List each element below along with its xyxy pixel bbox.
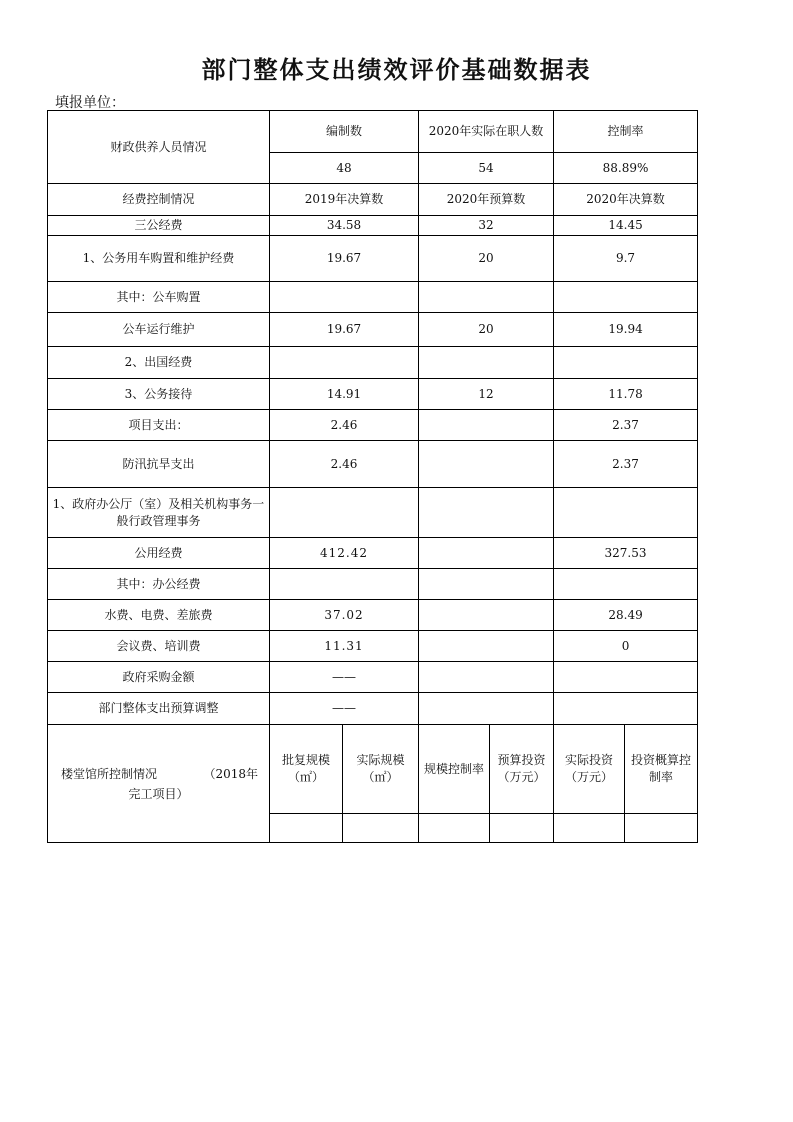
row-value-2020-final: 14.45 (554, 216, 698, 236)
row-value-2019 (270, 282, 419, 313)
row-value-2020-final: 19.94 (554, 313, 698, 347)
building-value-cell (490, 814, 554, 843)
row-value-2020-budget (419, 282, 554, 313)
table-row (48, 693, 698, 725)
row-value-2020-final: 11.78 (554, 379, 698, 410)
staff-value-actual: 54 (419, 153, 554, 184)
building-header-row (48, 725, 698, 814)
table-row (48, 282, 698, 313)
row-value-2019: 11.31 (270, 631, 419, 662)
expense-header-2019: 2019年决算数 (270, 184, 419, 216)
unit-label: 填报单位： (55, 95, 125, 111)
row-label: 3、公务接待 (48, 379, 270, 410)
row-value-2019: 14.91 (270, 379, 419, 410)
row-label: 三公经费 (48, 216, 270, 236)
table-row (48, 569, 698, 600)
row-value-2020-budget (419, 631, 554, 662)
building-label-main: 楼堂馆所控制情况 (61, 766, 158, 781)
page-title: 部门整体支出绩效评价基础数据表 (201, 56, 592, 84)
row-value-2019: 19.67 (270, 236, 419, 282)
row-value-2020-budget: 20 (419, 236, 554, 282)
building-header-scale-rate: 规模控制率 (419, 725, 490, 814)
row-label: 1、政府办公厅（室）及相关机构事务一般行政管理事务 (48, 488, 270, 538)
row-label: 1、公务用车购置和维护经费 (48, 236, 270, 282)
row-value-2020-budget: 32 (419, 216, 554, 236)
table-row (48, 236, 698, 282)
building-label-year: （2018年 (203, 766, 258, 781)
row-value-2020-final (554, 488, 698, 538)
row-value-2020-final: 28.49 (554, 600, 698, 631)
row-value-2019: 2.46 (270, 441, 419, 488)
row-value-2020-final: 2.37 (554, 441, 698, 488)
row-label: 2、出国经费 (48, 347, 270, 379)
row-label: 会议费、培训费 (48, 631, 270, 662)
row-label: 政府采购金额 (48, 662, 270, 693)
staff-header-rate: 控制率 (554, 111, 698, 153)
row-value-2019: —— (270, 693, 419, 725)
row-value-2020-final (554, 282, 698, 313)
row-value-2020-final: 2.37 (554, 410, 698, 441)
row-label: 部门整体支出预算调整 (48, 693, 270, 725)
row-value-2019: 19.67 (270, 313, 419, 347)
row-value-2019: 34.58 (270, 216, 419, 236)
row-value-2020-final: 0 (554, 631, 698, 662)
building-value-cell (270, 814, 343, 843)
building-value-cell (343, 814, 419, 843)
row-value-2019: 2.46 (270, 410, 419, 441)
row-value-2019: 412.42 (270, 538, 419, 569)
table-row (48, 488, 698, 538)
table-row (48, 410, 698, 441)
row-value-2020-final: 9.7 (554, 236, 698, 282)
building-label (48, 725, 270, 843)
staff-label: 财政供养人员情况 (48, 111, 270, 184)
table-row (48, 216, 698, 236)
row-value-2019 (270, 347, 419, 379)
building-value-cell (419, 814, 490, 843)
row-label: 公用经费 (48, 538, 270, 569)
building-header-actual-invest: 实际投资（万元） (554, 725, 625, 814)
row-value-2020-budget (419, 600, 554, 631)
row-value-2020-budget: 20 (419, 313, 554, 347)
row-value-2020-budget (419, 538, 554, 569)
building-label-suffix: 完工项目） (128, 786, 189, 801)
building-header-budget-invest: 预算投资（万元） (490, 725, 554, 814)
staff-value-rate: 88.89% (554, 153, 698, 184)
row-label: 其中：办公经费 (48, 569, 270, 600)
row-label: 公车运行维护 (48, 313, 270, 347)
table-row (48, 538, 698, 569)
table-row (48, 347, 698, 379)
row-value-2019: —— (270, 662, 419, 693)
expense-header-row (48, 184, 698, 216)
row-value-2020-budget: 12 (419, 379, 554, 410)
staff-header-row (48, 111, 698, 153)
building-header-invest-rate: 投资概算控制率 (625, 725, 698, 814)
row-value-2020-final: 327.53 (554, 538, 698, 569)
expense-header-2020-budget: 2020年预算数 (419, 184, 554, 216)
building-header-actual-scale: 实际规模（㎡） (343, 725, 419, 814)
staff-header-quota: 编制数 (270, 111, 419, 153)
row-value-2019 (270, 488, 419, 538)
expense-header-2020-final: 2020年决算数 (554, 184, 698, 216)
building-value-cell (625, 814, 698, 843)
row-label: 项目支出： (48, 410, 270, 441)
table-row (48, 631, 698, 662)
staff-value-quota: 48 (270, 153, 419, 184)
table-row (48, 379, 698, 410)
table-row (48, 662, 698, 693)
row-value-2020-budget (419, 662, 554, 693)
row-value-2020-final (554, 662, 698, 693)
row-value-2020-final (554, 347, 698, 379)
row-label: 水费、电费、差旅费 (48, 600, 270, 631)
row-value-2020-budget (419, 347, 554, 379)
table-row (48, 313, 698, 347)
row-value-2019: 37.02 (270, 600, 419, 631)
data-table (47, 110, 698, 843)
row-label: 其中：公车购置 (48, 282, 270, 313)
table-row (48, 600, 698, 631)
row-value-2020-budget (419, 410, 554, 441)
expense-label: 经费控制情况 (48, 184, 270, 216)
row-value-2020-final (554, 693, 698, 725)
table-row (48, 441, 698, 488)
row-value-2020-budget (419, 693, 554, 725)
row-value-2019 (270, 569, 419, 600)
building-header-approved-scale: 批复规模（㎡） (270, 725, 343, 814)
row-value-2020-final (554, 569, 698, 600)
row-label: 防汛抗旱支出 (48, 441, 270, 488)
row-value-2020-budget (419, 488, 554, 538)
row-value-2020-budget (419, 441, 554, 488)
building-value-cell (554, 814, 625, 843)
row-value-2020-budget (419, 569, 554, 600)
staff-header-actual: 2020年实际在职人数 (419, 111, 554, 153)
